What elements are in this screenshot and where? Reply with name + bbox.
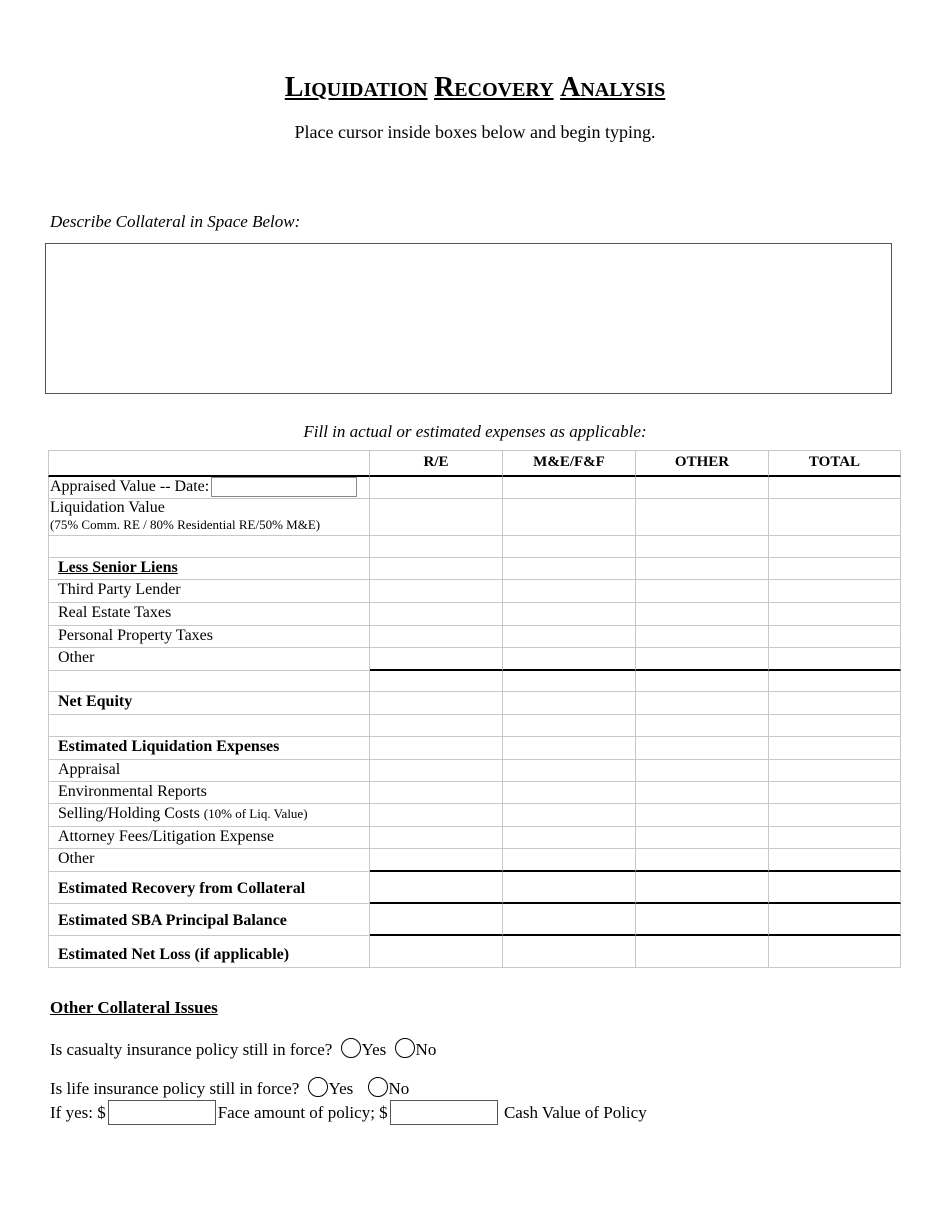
input-cell-re[interactable] — [370, 558, 503, 580]
blank-label-cell — [48, 715, 370, 737]
input-cell-total[interactable] — [769, 499, 901, 536]
row-label-sba-principal-balance: Estimated SBA Principal Balance — [48, 904, 370, 936]
input-cell-me-ff[interactable] — [503, 580, 636, 603]
input-cell-other[interactable] — [636, 782, 769, 804]
input-cell-total[interactable] — [769, 558, 901, 580]
casualty-yes-label: Yes — [361, 1040, 387, 1059]
life-insurance-question: Is life insurance policy still in force? Yes No — [50, 1079, 410, 1098]
input-cell-total[interactable] — [769, 603, 901, 626]
input-cell-me-ff[interactable] — [503, 558, 636, 580]
input-cell-me-ff[interactable] — [503, 626, 636, 648]
input-cell-me-ff[interactable] — [503, 692, 636, 715]
input-cell-total[interactable] — [769, 477, 901, 499]
input-cell-re[interactable] — [370, 872, 503, 904]
input-cell-re[interactable] — [370, 626, 503, 648]
input-cell-me-ff[interactable] — [503, 804, 636, 827]
table-row — [48, 626, 901, 648]
input-cell-me-ff[interactable] — [503, 872, 636, 904]
row-label-attorney-fees: Attorney Fees/Litigation Expense — [48, 827, 370, 849]
cash-value-label: Cash Value of Policy — [503, 1103, 647, 1122]
face-amount-label: Face amount of policy; $ — [217, 1103, 388, 1122]
row-label-selling-holding-costs: Selling/Holding Costs (10% of Liq. Value) — [48, 804, 370, 827]
input-cell-total[interactable] — [769, 692, 901, 715]
row-label-other-expenses: Other — [48, 849, 370, 872]
input-cell-me-ff[interactable] — [503, 603, 636, 626]
row-label-estimated-net-loss: Estimated Net Loss (if applicable) — [48, 936, 370, 968]
table-row — [48, 477, 901, 499]
input-cell-re[interactable] — [370, 936, 503, 968]
input-cell-other[interactable] — [636, 804, 769, 827]
collateral-description-label: Describe Collateral in Space Below: — [50, 212, 301, 231]
title-word-recovery: RECOVERY — [434, 72, 554, 103]
input-cell-other[interactable] — [636, 849, 769, 872]
input-cell-total[interactable] — [769, 904, 901, 936]
header-blank-cell — [48, 450, 370, 477]
input-cell-total[interactable] — [769, 671, 901, 692]
title-word-analysis: ANALYSIS — [560, 72, 666, 103]
input-cell-total[interactable] — [769, 782, 901, 804]
casualty-no-label: No — [415, 1040, 437, 1059]
input-cell-re[interactable] — [370, 804, 503, 827]
input-cell-re[interactable] — [370, 536, 503, 558]
row-label-personal-property-taxes: Personal Property Taxes — [48, 626, 370, 648]
input-cell-other[interactable] — [636, 626, 769, 648]
table-row — [48, 804, 901, 827]
input-cell-total[interactable] — [769, 872, 901, 904]
input-cell-re[interactable] — [370, 827, 503, 849]
input-cell-me-ff[interactable] — [503, 536, 636, 558]
other-collateral-issues-heading: Other Collateral Issues — [50, 998, 218, 1017]
input-cell-other[interactable] — [636, 648, 769, 671]
input-cell-me-ff[interactable] — [503, 715, 636, 737]
row-label-third-party-lender: Third Party Lender — [48, 580, 370, 603]
table-row — [48, 737, 901, 760]
input-cell-total[interactable] — [769, 648, 901, 671]
appraisal-date-input[interactable] — [211, 477, 357, 497]
input-cell-me-ff[interactable] — [503, 477, 636, 499]
input-cell-re[interactable] — [370, 648, 503, 671]
expenses-instructions: Fill in actual or estimated expenses as applicable: — [303, 422, 647, 441]
life-yes-label: Yes — [328, 1079, 354, 1098]
table-row — [48, 936, 901, 968]
input-cell-other[interactable] — [636, 715, 769, 737]
input-cell-me-ff[interactable] — [503, 671, 636, 692]
table-row — [48, 782, 901, 804]
input-cell-other[interactable] — [636, 827, 769, 849]
input-cell-other[interactable] — [636, 671, 769, 692]
input-cell-total[interactable] — [769, 737, 901, 760]
input-cell-me-ff[interactable] — [503, 737, 636, 760]
selling-costs-note: (10% of Liq. Value) — [203, 806, 308, 821]
row-label-other-liens: Other — [48, 648, 370, 671]
face-amount-input[interactable] — [108, 1100, 216, 1125]
title-word-liquidation: LIQUIDATION — [284, 72, 428, 103]
row-label-appraised-value: Appraised Value -- Date: — [48, 477, 370, 499]
table-row — [48, 872, 901, 904]
column-header-other: OTHER — [636, 450, 769, 477]
table-row — [48, 671, 901, 692]
input-cell-re[interactable] — [370, 737, 503, 760]
instructions: Place cursor inside boxes below and begin typing. — [294, 122, 656, 142]
row-label-environmental-reports: Environmental Reports — [48, 782, 370, 804]
input-cell-me-ff[interactable] — [503, 936, 636, 968]
input-cell-other[interactable] — [636, 760, 769, 782]
input-cell-other[interactable] — [636, 936, 769, 968]
input-cell-me-ff[interactable] — [503, 849, 636, 872]
blank-label-cell — [48, 671, 370, 692]
table-row — [48, 904, 901, 936]
table-row — [48, 692, 901, 715]
row-label-less-senior-liens: Less Senior Liens — [48, 558, 370, 580]
casualty-yes-radio[interactable] — [341, 1038, 361, 1058]
input-cell-me-ff[interactable] — [503, 782, 636, 804]
input-cell-me-ff[interactable] — [503, 760, 636, 782]
input-cell-me-ff[interactable] — [503, 499, 636, 536]
input-cell-other[interactable] — [636, 872, 769, 904]
input-cell-me-ff[interactable] — [503, 648, 636, 671]
input-cell-total[interactable] — [769, 715, 901, 737]
input-cell-other[interactable] — [636, 904, 769, 936]
table-row — [48, 603, 901, 626]
liquidation-value-note: (75% Comm. RE / 80% Residential RE/50% M&E) — [50, 517, 321, 532]
row-label-liquidation-value: Liquidation Value (75% Comm. RE / 80% Residential RE/50% M&E) — [48, 499, 370, 536]
collateral-description-field[interactable] — [45, 243, 892, 394]
table-row — [48, 648, 901, 671]
life-no-radio[interactable] — [368, 1077, 388, 1097]
table-row — [48, 827, 901, 849]
table-row — [48, 536, 901, 558]
cash-value-input[interactable] — [390, 1100, 498, 1125]
table-row — [48, 499, 901, 536]
input-cell-re[interactable] — [370, 782, 503, 804]
input-cell-me-ff[interactable] — [503, 827, 636, 849]
table-row — [48, 849, 901, 872]
input-cell-total[interactable] — [769, 827, 901, 849]
input-cell-other[interactable] — [636, 603, 769, 626]
row-label-net-equity: Net Equity — [48, 692, 370, 715]
input-cell-total[interactable] — [769, 536, 901, 558]
row-label-estimated-liquidation-expenses: Estimated Liquidation Expenses — [48, 737, 370, 760]
input-cell-other[interactable] — [636, 499, 769, 536]
input-cell-re[interactable] — [370, 760, 503, 782]
input-cell-re[interactable] — [370, 904, 503, 936]
input-cell-total[interactable] — [769, 936, 901, 968]
row-label-appraisal: Appraisal — [48, 760, 370, 782]
input-cell-re[interactable] — [370, 603, 503, 626]
input-cell-re[interactable] — [370, 671, 503, 692]
input-cell-re[interactable] — [370, 580, 503, 603]
input-cell-total[interactable] — [769, 804, 901, 827]
table-row — [48, 558, 901, 580]
input-cell-other[interactable] — [636, 558, 769, 580]
page-title — [0, 72, 950, 104]
input-cell-other[interactable] — [636, 536, 769, 558]
input-cell-total[interactable] — [769, 580, 901, 603]
table-row — [48, 760, 901, 782]
input-cell-other[interactable] — [636, 692, 769, 715]
input-cell-total[interactable] — [769, 849, 901, 872]
life-policy-amounts — [50, 1100, 647, 1125]
input-cell-re[interactable] — [370, 715, 503, 737]
if-yes-label: If yes: $ — [50, 1103, 106, 1122]
input-cell-other[interactable] — [636, 580, 769, 603]
input-cell-total[interactable] — [769, 626, 901, 648]
life-yes-radio[interactable] — [308, 1077, 328, 1097]
table-header-row — [48, 450, 901, 477]
table-row — [48, 580, 901, 603]
casualty-no-radio[interactable] — [395, 1038, 415, 1058]
input-cell-re[interactable] — [370, 477, 503, 499]
input-cell-re[interactable] — [370, 692, 503, 715]
table-row — [48, 715, 901, 737]
input-cell-re[interactable] — [370, 499, 503, 536]
column-header-re: R/E — [370, 450, 503, 477]
column-header-total: TOTAL — [769, 450, 901, 477]
input-cell-re[interactable] — [370, 849, 503, 872]
row-label-real-estate-taxes: Real Estate Taxes — [48, 603, 370, 626]
input-cell-other[interactable] — [636, 477, 769, 499]
blank-label-cell — [48, 536, 370, 558]
life-no-label: No — [388, 1079, 410, 1098]
input-cell-me-ff[interactable] — [503, 904, 636, 936]
input-cell-other[interactable] — [636, 737, 769, 760]
column-header-me-ff: M&E/F&F — [503, 450, 636, 477]
casualty-insurance-question: Is casualty insurance policy still in force? Yes No — [50, 1040, 437, 1059]
input-cell-total[interactable] — [769, 760, 901, 782]
row-label-estimated-recovery: Estimated Recovery from Collateral — [48, 872, 370, 904]
